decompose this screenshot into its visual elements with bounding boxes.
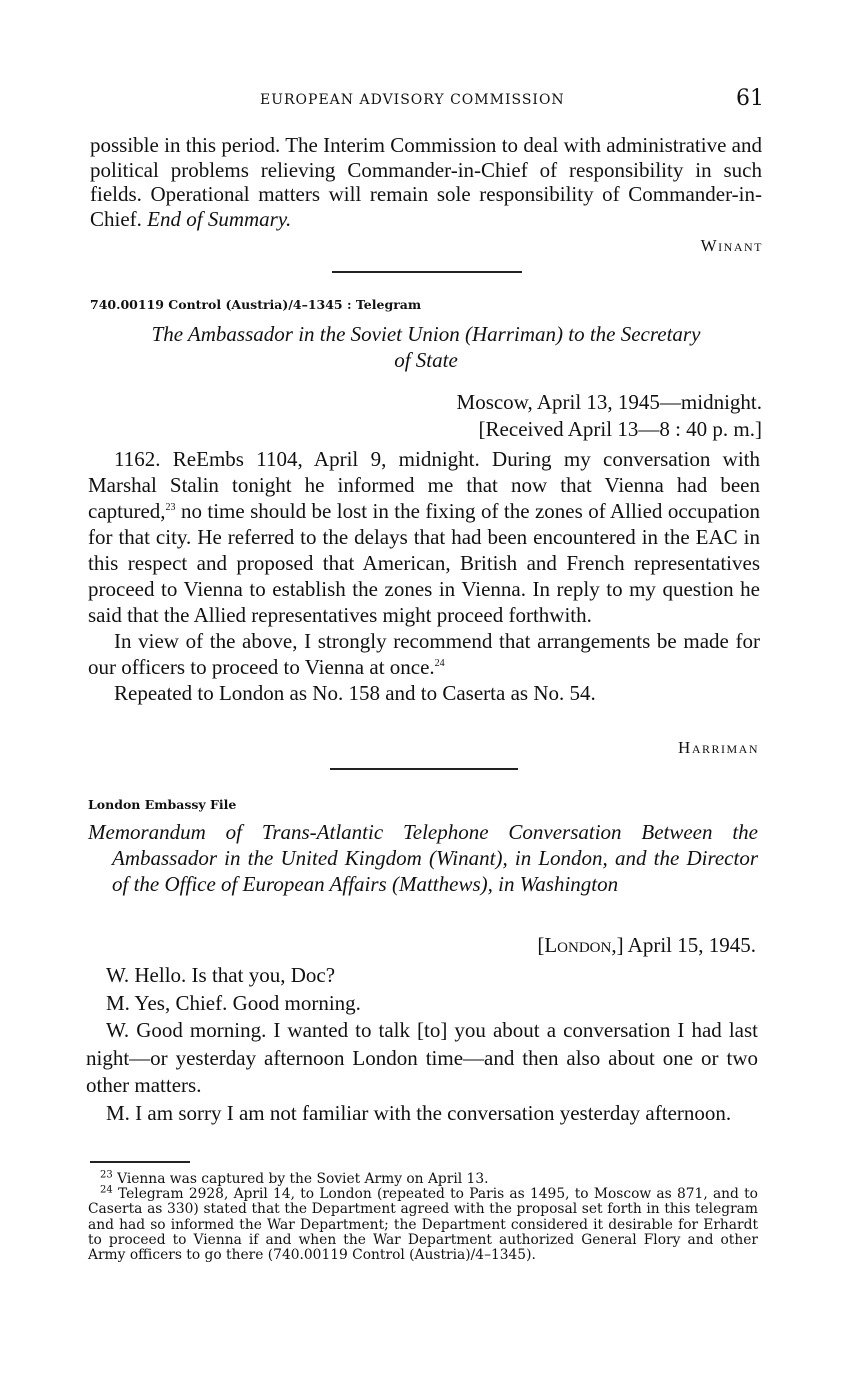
footnote-24: $^{24}$ Telegram 2928, April 14, to London (repeated to Paris as 1495, to Moscow as 871, and to Caserta as 330) stated that the Department agreed with the proposal set forth in this telegram and had so informed the War Department; the Department considered it desirable for Erhardt to proceed to Vienna if and when the War Department authorized General Flory and other Army officers to go there (740.00119 Control (Austria)/4–1345). (88, 1184, 758, 1264)
footnote-ref-24: 24 (434, 658, 445, 669)
section-divider (330, 768, 518, 770)
footnotes (88, 1169, 758, 1264)
page-number: 61 (736, 86, 764, 111)
received-line: [Received April 13—8 : 40 p. m.] (478, 417, 762, 441)
section-divider (332, 271, 522, 273)
conversation-body (86, 962, 758, 1127)
dateline-2 (380, 932, 756, 959)
title-line-2: of State (394, 348, 458, 372)
document-title-1 (90, 321, 762, 373)
continuation-paragraph (90, 133, 762, 231)
file-reference-1: 740.00119 Control (Austria)/4–1345 : Telegram (90, 297, 422, 312)
end-of-summary: End of Summary. (147, 206, 292, 231)
telegram-paragraph-3: Repeated to London as No. 158 and to Caserta as No. 54. (114, 681, 596, 705)
dateline-place: [London,] (537, 933, 624, 957)
dateline-date: April 15, 1945. (623, 933, 756, 957)
conversation-line: W. Hello. Is that you, Doc? (106, 963, 336, 987)
dateline-place-date: Moscow, April 13, 1945—midnight. (456, 390, 762, 414)
telegram-paragraph-1: 1162. ReEmbs 1104, April 9, midnight. During my conversation with Marshal Stalin tonight he informed me that now that Vienna had been captured,$^{23}$ no time should be lost in the fixing of the zones of Allied occupation for that city. He referred to the delays that had been encountered in the EAC in this respect and proposed that American, British and French representatives proceed to Vienna to establish the zones in Vienna. In reply to my question he said that the Allied representatives might proceed forthwith. (88, 447, 760, 627)
footnote-23: $^{23}$ Vienna was captured by the Soviet Army on April 13. (100, 1169, 489, 1187)
footnote-rule (90, 1161, 190, 1163)
conversation-line: M. Yes, Chief. Good morning. (106, 990, 361, 1015)
dateline-1 (380, 389, 762, 443)
telegram-paragraph-2: In view of the above, I strongly recommend that arrangements be made for our officers to proceed to Vienna at once.$^{24}$ (88, 629, 760, 679)
conversation-line: W. Good morning. I wanted to talk [to] you about a conversation I had last night—or yesterday afternoon London time—and then also about one or two other matters. (86, 1018, 758, 1097)
continuation-text: possible in this period. The Interim Commission to deal with administrative and political problems relieving Commander-in-Chief of responsibility in such fields. Operational matters will remain sole responsibility of Commander-in-Chief. (90, 133, 762, 231)
conversation-line: M. I am sorry I am not familiar with the conversation yesterday afternoon. (106, 1100, 732, 1125)
title-line-1: The Ambassador in the Soviet Union (Harriman) to the Secretary (151, 322, 701, 346)
telegram-body (88, 446, 760, 706)
signature-harriman: Harriman (678, 738, 759, 757)
document-title-2: Memorandum of Trans-Atlantic Telephone Conversation Between the Ambassador in the United Kingdom (Winant), in London, and the Director of the Office of European Affairs (Matthews), in Washington (88, 820, 758, 896)
signature-winant: Winant (700, 236, 763, 255)
file-reference-2: London Embassy File (88, 797, 237, 812)
footnote-ref-23: 23 (165, 502, 176, 513)
running-head: EUROPEAN ADVISORY COMMISSION (260, 92, 565, 108)
